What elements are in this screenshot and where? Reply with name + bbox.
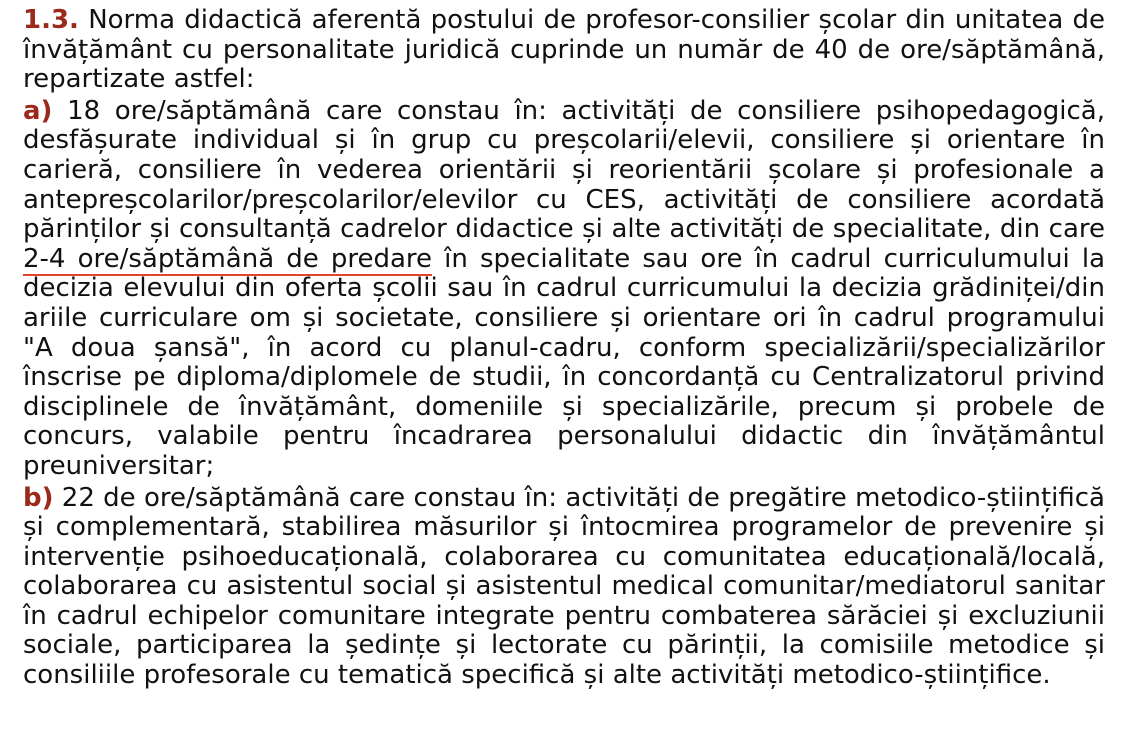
paragraph-text: Norma didactică aferentă postului de profesor-consilier școlar din unitatea de învățământ cu personalitate juridică cuprinde un număr de 40 de ore/săptămână, repartizate astfel: xyxy=(23,5,1106,95)
paragraph-text-end: în specialitate sau ore în cadrul curriculumului la decizia elevului din oferta școlii sau în cadrul curricumului la decizia grădiniței/din ariile curriculare om și societate, consiliere și orientare ori în cadrul programului "A doua șansă", în acord cu planul-cadru, conform specializării/specializărilor înscrise pe diploma/diplomele de studii, în concordanță cu Centralizatorul privind disciplinele de învățământ, domeniile și specializările, precum și probele de concurs, valabile pentru încadrarea personalului didactic din învățământul preuniversitar; xyxy=(23,243,1106,481)
paragraph-b xyxy=(23,484,1105,691)
paragraph-text: 22 de ore/săptămână care constau în: activități de pregătire metodico-științifică și complementară, stabilirea măsurilor și întocmirea programelor de prevenire și intervenție psihoeducațională, colaborarea cu comunitatea educațională/locală, colaborarea cu asistentul social și asistentul medical comunitar/mediatorul sanitar în cadrul echipelor comunitare integrate pentru combaterea sărăciei și excluziunii sociale, participarea la ședințe și lectorate cu părinții, la comisiile metodice și consiliile profesorale cu tematică specifică și alte activități metodico-științifice. xyxy=(23,482,1105,691)
paragraph-a xyxy=(23,97,1105,482)
paragraph-text-start: 18 ore/săptămână care constau în: activități de consiliere psihopedagogică, desfășurate individual și în grup cu preșcolarii/elevii, consiliere și orientare în carieră, consiliere în vederea orientării și reorientării școlare și profesionale a antepreșcolarilor/preșcolarilor/elevilor cu CES, activități de consiliere acordată părinților și consultanță cadrelor didactice și alte activități de specialitate, din care xyxy=(23,95,1105,245)
paragraph-1-3 xyxy=(23,6,1105,95)
item-letter-a: a) xyxy=(23,95,53,126)
underlined-phrase: 2-4 ore/săptămână de predare xyxy=(23,243,433,274)
item-letter-b: b) xyxy=(23,482,54,513)
section-number: 1.3. xyxy=(23,5,79,35)
